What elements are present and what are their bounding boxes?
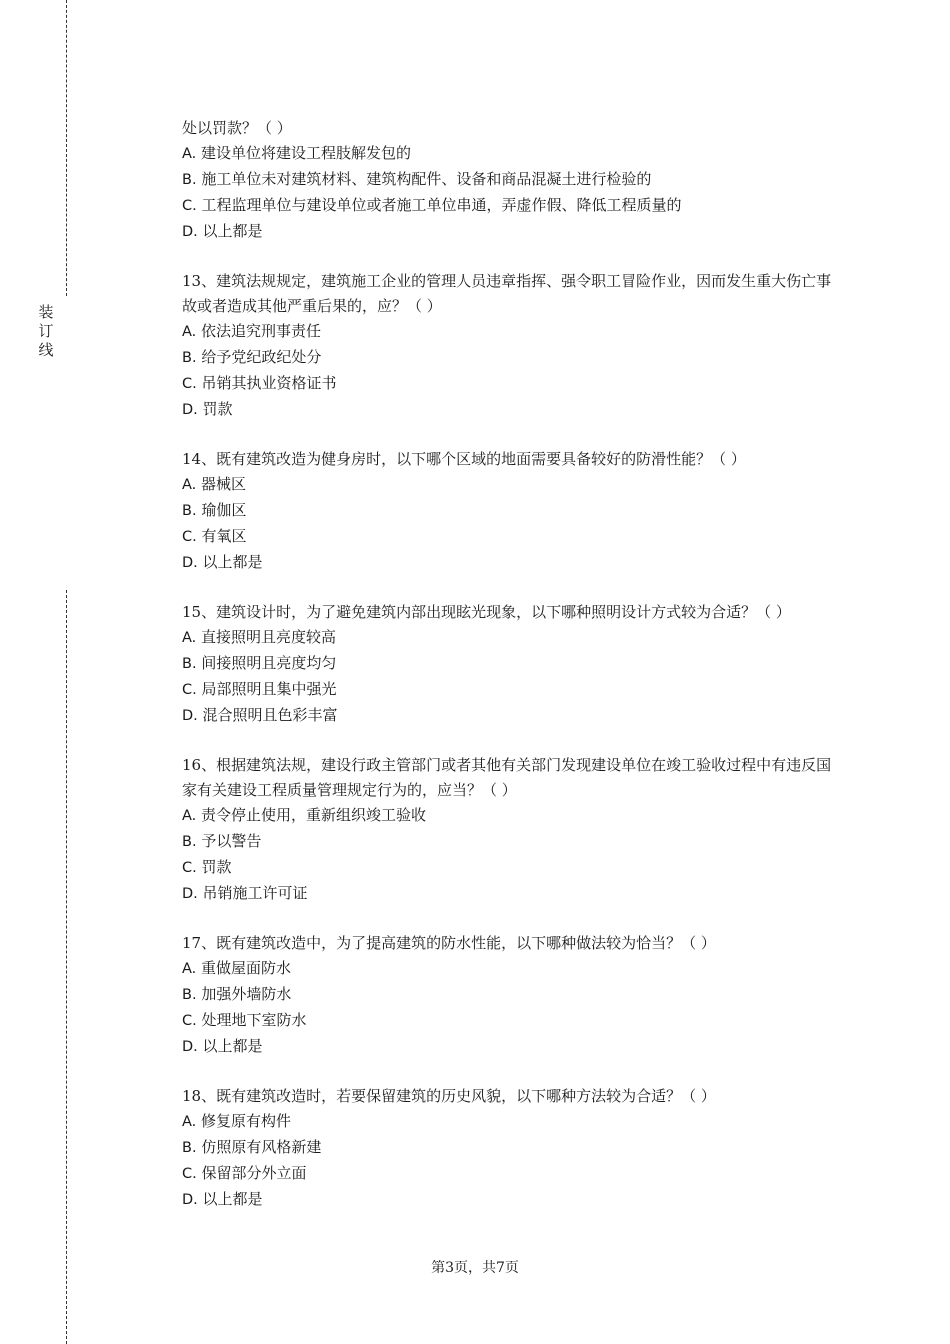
option-letter: B. [182,987,197,1003]
option-a [182,803,838,829]
option-letter: B. [182,350,197,366]
option-b [182,498,838,524]
option-letter: C. [182,198,197,214]
option-letter: B. [182,503,197,519]
option-letter: C. [182,1013,197,1029]
option-letter: A. [182,146,197,162]
option-letter: C. [182,1166,197,1182]
option-letter: C. [182,860,197,876]
option-letter: B. [182,172,197,188]
option-text: 器械区 [196,475,247,493]
option-text: 局部照明且集中强光 [196,680,337,698]
question-stem: 处以罚款？（ ） [182,119,292,137]
binding-line-top [66,0,67,296]
option-letter: A. [182,1114,197,1130]
option-b [182,651,838,677]
page-number: 第3页，共7页 [431,1260,519,1276]
option-text: 以上都是 [197,1037,263,1055]
option-letter: D. [182,886,198,902]
question-16 [182,753,838,907]
option-d [182,397,838,423]
option-text: 加强外墙防水 [196,985,292,1003]
option-text: 以上都是 [197,553,263,571]
option-text: 仿照原有风格新建 [196,1138,322,1156]
option-a [182,625,838,651]
option-letter: D. [182,555,198,571]
option-d [182,1187,838,1213]
option-d [182,550,838,576]
option-c [182,677,838,703]
question-stem: 15、建筑设计时，为了避免建筑内部出现眩光现象，以下哪种照明设计方式较为合适？（ ） [182,603,791,621]
question-stem: 14、既有建筑改造为健身房时，以下哪个区域的地面需要具备较好的防滑性能？（ ） [182,450,746,468]
option-text: 处理地下室防水 [196,1011,307,1029]
option-letter: A. [182,324,197,340]
question-15 [182,600,838,729]
option-text: 有氧区 [196,527,247,545]
option-text: 以上都是 [197,222,263,240]
binding-label: 装订线 [38,303,54,359]
question-12 [182,116,838,245]
option-text: 给予党纪政纪处分 [196,348,322,366]
option-a [182,472,838,498]
option-text: 保留部分外立面 [196,1164,307,1182]
option-a [182,319,838,345]
option-b [182,167,838,193]
option-c [182,855,838,881]
option-text: 工程监理单位与建设单位或者施工单位串通，弄虚作假、降低工程质量的 [196,196,682,214]
option-a [182,1109,838,1135]
option-letter: D. [182,1039,198,1055]
option-a [182,956,838,982]
option-b [182,1135,838,1161]
option-letter: A. [182,961,197,977]
option-c [182,371,838,397]
option-text: 以上都是 [197,1190,263,1208]
option-text: 建设单位将建设工程肢解发包的 [196,144,412,162]
option-text: 修复原有构件 [196,1112,292,1130]
option-a [182,141,838,167]
option-letter: D. [182,708,198,724]
option-text: 责令停止使用，重新组织竣工验收 [196,806,427,824]
option-c [182,1008,838,1034]
option-d [182,881,838,907]
option-letter: D. [182,1192,198,1208]
option-letter: A. [182,477,197,493]
option-letter: B. [182,656,197,672]
option-b [182,345,838,371]
option-letter: B. [182,834,197,850]
option-d [182,703,838,729]
question-13 [182,269,838,423]
question-17 [182,931,838,1060]
option-c [182,1161,838,1187]
option-text: 吊销施工许可证 [197,884,308,902]
option-b [182,829,838,855]
option-d [182,219,838,245]
question-18 [182,1084,838,1213]
option-letter: A. [182,630,197,646]
option-letter: A. [182,808,197,824]
question-stem: 13、建筑法规规定，建筑施工企业的管理人员违章指挥、强令职工冒险作业，因而发生重大伤亡事故或者造成其他严重后果的，应？（ ） [182,272,832,315]
option-text: 罚款 [196,858,232,876]
option-c [182,193,838,219]
question-14 [182,447,838,576]
option-letter: C. [182,682,197,698]
option-d [182,1034,838,1060]
option-letter: D. [182,224,198,240]
option-letter: D. [182,402,198,418]
binding-line-bottom [66,590,67,1344]
option-c [182,524,838,550]
option-letter: C. [182,376,197,392]
option-text: 间接照明且亮度均匀 [196,654,337,672]
option-text: 罚款 [197,400,233,418]
option-text: 依法追究刑事责任 [196,322,322,340]
option-text: 予以警告 [196,832,262,850]
option-text: 瑜伽区 [196,501,247,519]
option-letter: B. [182,1140,197,1156]
option-text: 直接照明且亮度较高 [196,628,337,646]
option-text: 重做屋面防水 [196,959,292,977]
option-b [182,982,838,1008]
question-stem: 18、既有建筑改造时，若要保留建筑的历史风貌，以下哪种方法较为合适？（ ） [182,1087,716,1105]
option-letter: C. [182,529,197,545]
question-list [182,116,838,1237]
question-stem: 17、既有建筑改造中，为了提高建筑的防水性能，以下哪种做法较为恰当？（ ） [182,934,716,952]
option-text: 吊销其执业资格证书 [196,374,337,392]
option-text: 施工单位未对建筑材料、建筑构配件、设备和商品混凝土进行检验的 [196,170,652,188]
question-stem: 16、根据建筑法规，建设行政主管部门或者其他有关部门发现建设单位在竣工验收过程中有违反国家有关建设工程质量管理规定行为的，应当？（ ） [182,756,832,799]
option-text: 混合照明且色彩丰富 [197,706,338,724]
